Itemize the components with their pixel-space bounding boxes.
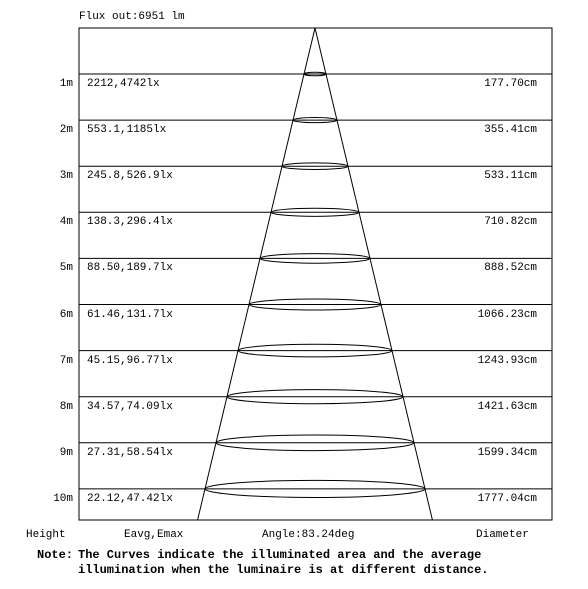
row-illuminance: 88.50,189.7lx [87, 262, 173, 275]
row-diameter: 1421.63cm [477, 400, 537, 413]
row-height: 5m [59, 262, 73, 275]
cone-right-edge [315, 28, 432, 520]
row-height: 3m [59, 170, 73, 183]
row-illuminance: 22.12,47.42lx [87, 492, 173, 505]
row-illuminance: 61.46,131.7lx [87, 308, 173, 321]
row-diameter: 1066.23cm [477, 308, 537, 321]
row-illuminance: 553.1,1185lx [87, 124, 167, 137]
row-illuminance: 138.3,296.4lx [87, 216, 173, 229]
flux-label: Flux out:6951 lm [79, 11, 185, 23]
row-diameter: 177.70cm [484, 78, 537, 90]
row-height: 1m [59, 78, 73, 90]
note-prefix: Note: [37, 548, 74, 562]
row-diameter: 533.11cm [484, 170, 537, 183]
diameter-column-label: Diameter [476, 529, 529, 541]
note-line-1: The Curves indicate the illuminated area and the average [78, 548, 482, 562]
height-column-label: Height [26, 529, 66, 541]
row-height: 9m [59, 446, 73, 459]
row-height: 8m [59, 400, 73, 413]
row-diameter: 355.41cm [484, 124, 537, 137]
row-diameter: 710.82cm [484, 216, 537, 229]
row-diameter: 1777.04cm [477, 492, 537, 505]
row-height: 10m [53, 492, 73, 505]
row-illuminance: 2212,4742lx [87, 78, 160, 90]
row-illuminance: 45.15,96.77lx [87, 354, 173, 367]
note-line-2: illumination when the luminaire is at different distance. [78, 563, 489, 577]
cone-left-edge [198, 28, 315, 520]
row-illuminance: 27.31,58.54lx [87, 446, 173, 459]
row-illuminance: 245.8,526.9lx [87, 170, 173, 183]
row-diameter: 1599.34cm [477, 446, 537, 459]
row-illuminance: 34.57,74.09lx [87, 400, 173, 413]
row-height: 4m [59, 216, 73, 229]
eavg-emax-column-label: Eavg,Emax [124, 529, 184, 541]
row-diameter: 1243.93cm [477, 354, 537, 367]
row-height: 7m [59, 354, 73, 367]
row-height: 2m [59, 124, 73, 137]
row-height: 6m [59, 308, 73, 321]
beam-angle-label: Angle:83.24deg [262, 529, 355, 541]
row-diameter: 888.52cm [484, 262, 537, 275]
